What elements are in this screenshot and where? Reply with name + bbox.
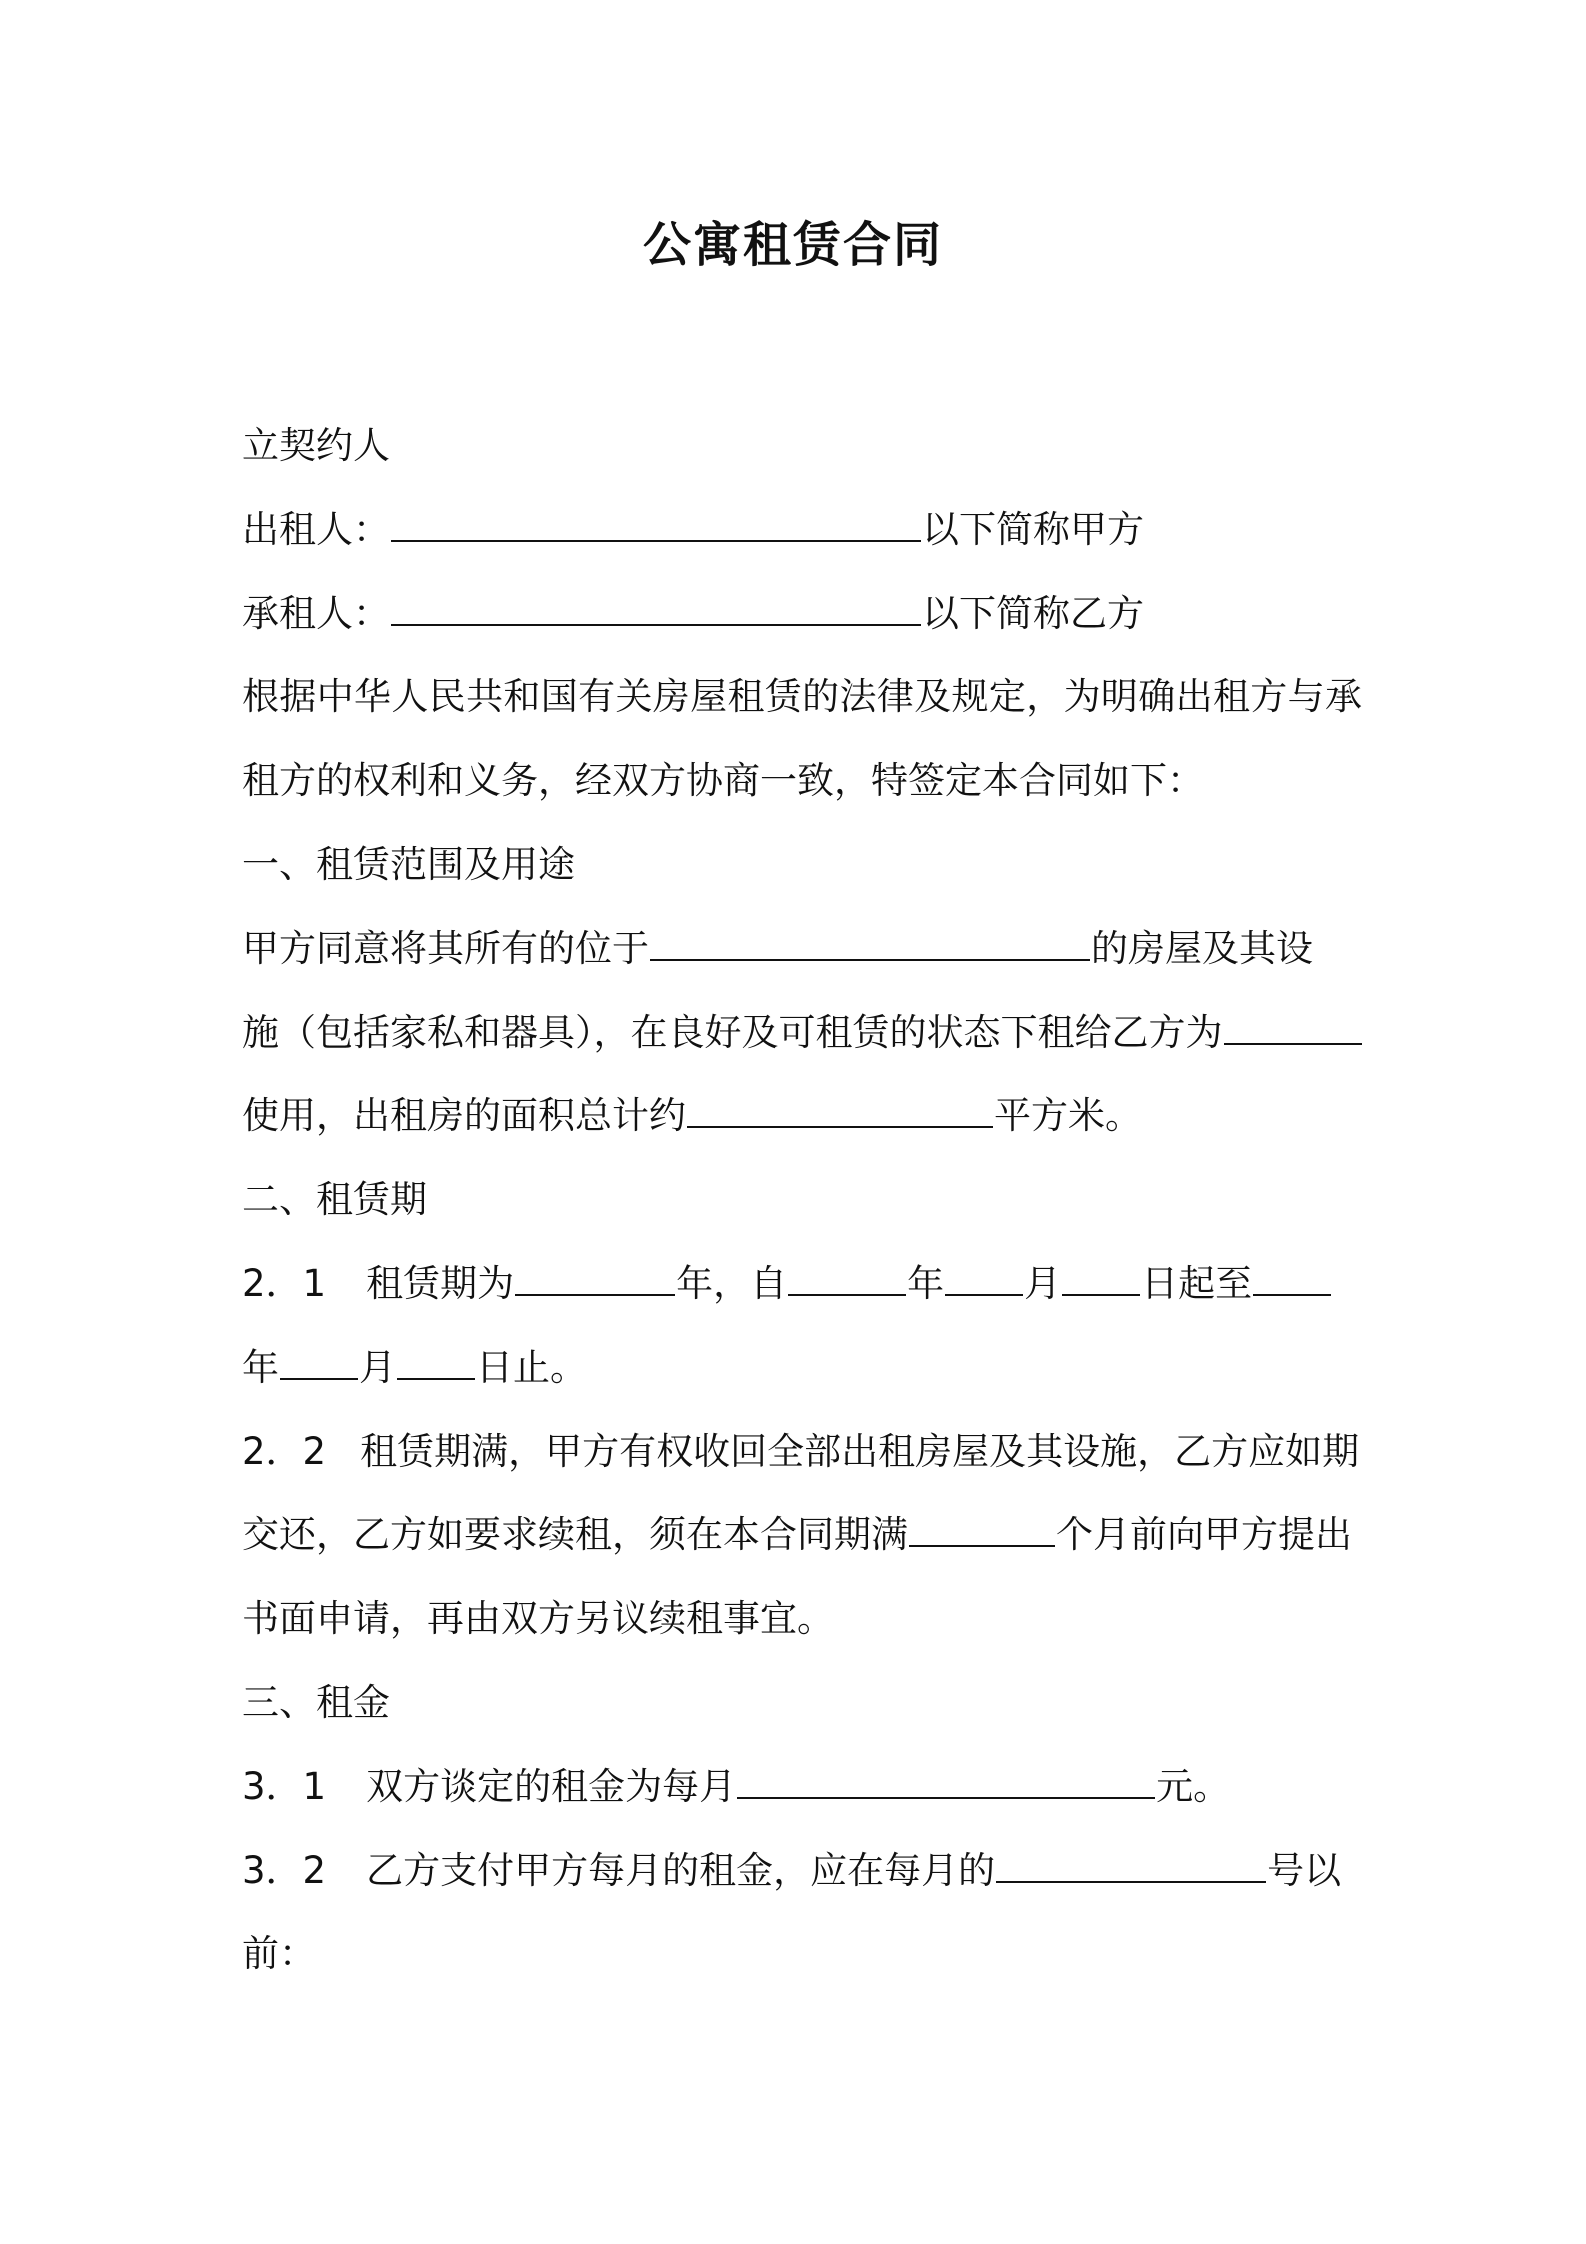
text-line (242, 572, 1362, 656)
clause-2-1-number: 2．1 (242, 1261, 327, 1305)
lessor-blank[interactable] (391, 510, 921, 542)
text-line (242, 1577, 1362, 1661)
preamble-line-2: 租方的权利和义务，经双方协商一致，特签定本合同如下： (242, 759, 1204, 803)
text-line (242, 488, 1362, 572)
end-year-blank[interactable] (1253, 1264, 1331, 1296)
location-blank[interactable] (650, 929, 1090, 961)
start-day-blank[interactable] (1062, 1264, 1140, 1296)
clause-3-2-text-c: 前： (242, 1932, 316, 1976)
lessee-alias: 以下简称乙方 (922, 591, 1144, 635)
text-line (242, 991, 1362, 1075)
start-month-blank[interactable] (945, 1264, 1023, 1296)
text-line (242, 1242, 1362, 1326)
text-line (242, 1912, 1362, 1996)
lessor-alias: 以下简称甲方 (922, 507, 1144, 551)
text-line (242, 1661, 1362, 1745)
clause-2-1-text-d: 月 (1024, 1261, 1062, 1305)
lessor-label: 出租人： (242, 507, 390, 551)
text-line (242, 1158, 1362, 1242)
parties-heading: 立契约人 (242, 424, 390, 467)
section-3-heading: 三、租金 (242, 1680, 390, 1724)
clause-3-1-text-b: 元。 (1156, 1764, 1231, 1808)
end-month-blank[interactable] (280, 1348, 358, 1380)
rent-amount-blank[interactable] (737, 1767, 1155, 1799)
section-2-heading: 二、租赁期 (242, 1178, 427, 1222)
start-year-blank[interactable] (788, 1264, 906, 1296)
document-body (242, 404, 1362, 1996)
clause-3-2-number: 3．2 (242, 1848, 327, 1892)
text-line (242, 1074, 1362, 1158)
text-line (242, 1829, 1362, 1913)
clause-2-2-text-d: 书面申请，再由双方另议续租事宜。 (242, 1597, 834, 1641)
notice-months-blank[interactable] (909, 1515, 1055, 1547)
clause-2-1-text-e: 日起至 (1141, 1261, 1253, 1305)
payment-day-blank[interactable] (996, 1851, 1266, 1883)
clause-3-1-text-a: 双方谈定的租金为每月 (366, 1764, 737, 1808)
clause-3-2-text-a: 乙方支付甲方每月的租金，应在每月的 (366, 1848, 996, 1892)
clause-2-1-text-c: 年 (907, 1261, 945, 1305)
clause-3-1-number: 3．1 (242, 1764, 327, 1808)
section-1-heading: 一、租赁范围及用途 (242, 842, 575, 886)
clause-2-2-text-c: 个月前向甲方提出 (1056, 1513, 1352, 1557)
clause-1-text-e: 平方米。 (994, 1094, 1142, 1138)
clause-1-text-c: 施（包括家私和器具），在良好及可租赁的状态下租给乙方为 (242, 1010, 1223, 1054)
text-line (242, 739, 1362, 823)
text-line (242, 1745, 1362, 1829)
clause-2-2-number: 2．2 (242, 1429, 327, 1473)
text-line (242, 655, 1362, 739)
text-line (242, 1410, 1362, 1494)
clause-1-text-b: 的房屋及其设 (1091, 926, 1313, 970)
area-blank[interactable] (687, 1096, 993, 1128)
text-line (242, 907, 1362, 991)
text-line (242, 823, 1362, 907)
clause-2-2-text-a: 租赁期满，甲方有权收回全部出租房屋及其设施，乙方应如期 (360, 1429, 1360, 1473)
clause-2-1-text-f: 年 (242, 1345, 279, 1389)
end-day-blank[interactable] (397, 1348, 475, 1380)
clause-2-1-text-h: 日止。 (476, 1345, 587, 1389)
text-line (242, 1326, 1362, 1410)
clause-2-1-text-b: 年，自 (676, 1261, 788, 1305)
clause-2-1-text-g: 月 (359, 1345, 396, 1389)
clause-1-text-d: 使用，出租房的面积总计约 (242, 1094, 686, 1138)
clause-1-text-a: 甲方同意将其所有的位于 (242, 926, 649, 970)
lessee-blank[interactable] (391, 594, 921, 626)
purpose-blank[interactable] (1224, 1013, 1362, 1045)
preamble-line-1: 根据中华人民共和国有关房屋租赁的法律及规定，为明确出租方与承 (242, 675, 1362, 719)
clause-3-2-text-b: 号以 (1267, 1848, 1342, 1892)
document-title: 公寓租赁合同 (642, 217, 943, 273)
term-blank[interactable] (515, 1264, 675, 1296)
text-line (242, 404, 1362, 488)
lessee-label: 承租人： (242, 591, 390, 635)
clause-2-1-text-a: 租赁期为 (366, 1261, 515, 1305)
text-line (242, 1493, 1362, 1577)
clause-2-2-text-b: 交还，乙方如要求续租，须在本合同期满 (242, 1513, 908, 1557)
